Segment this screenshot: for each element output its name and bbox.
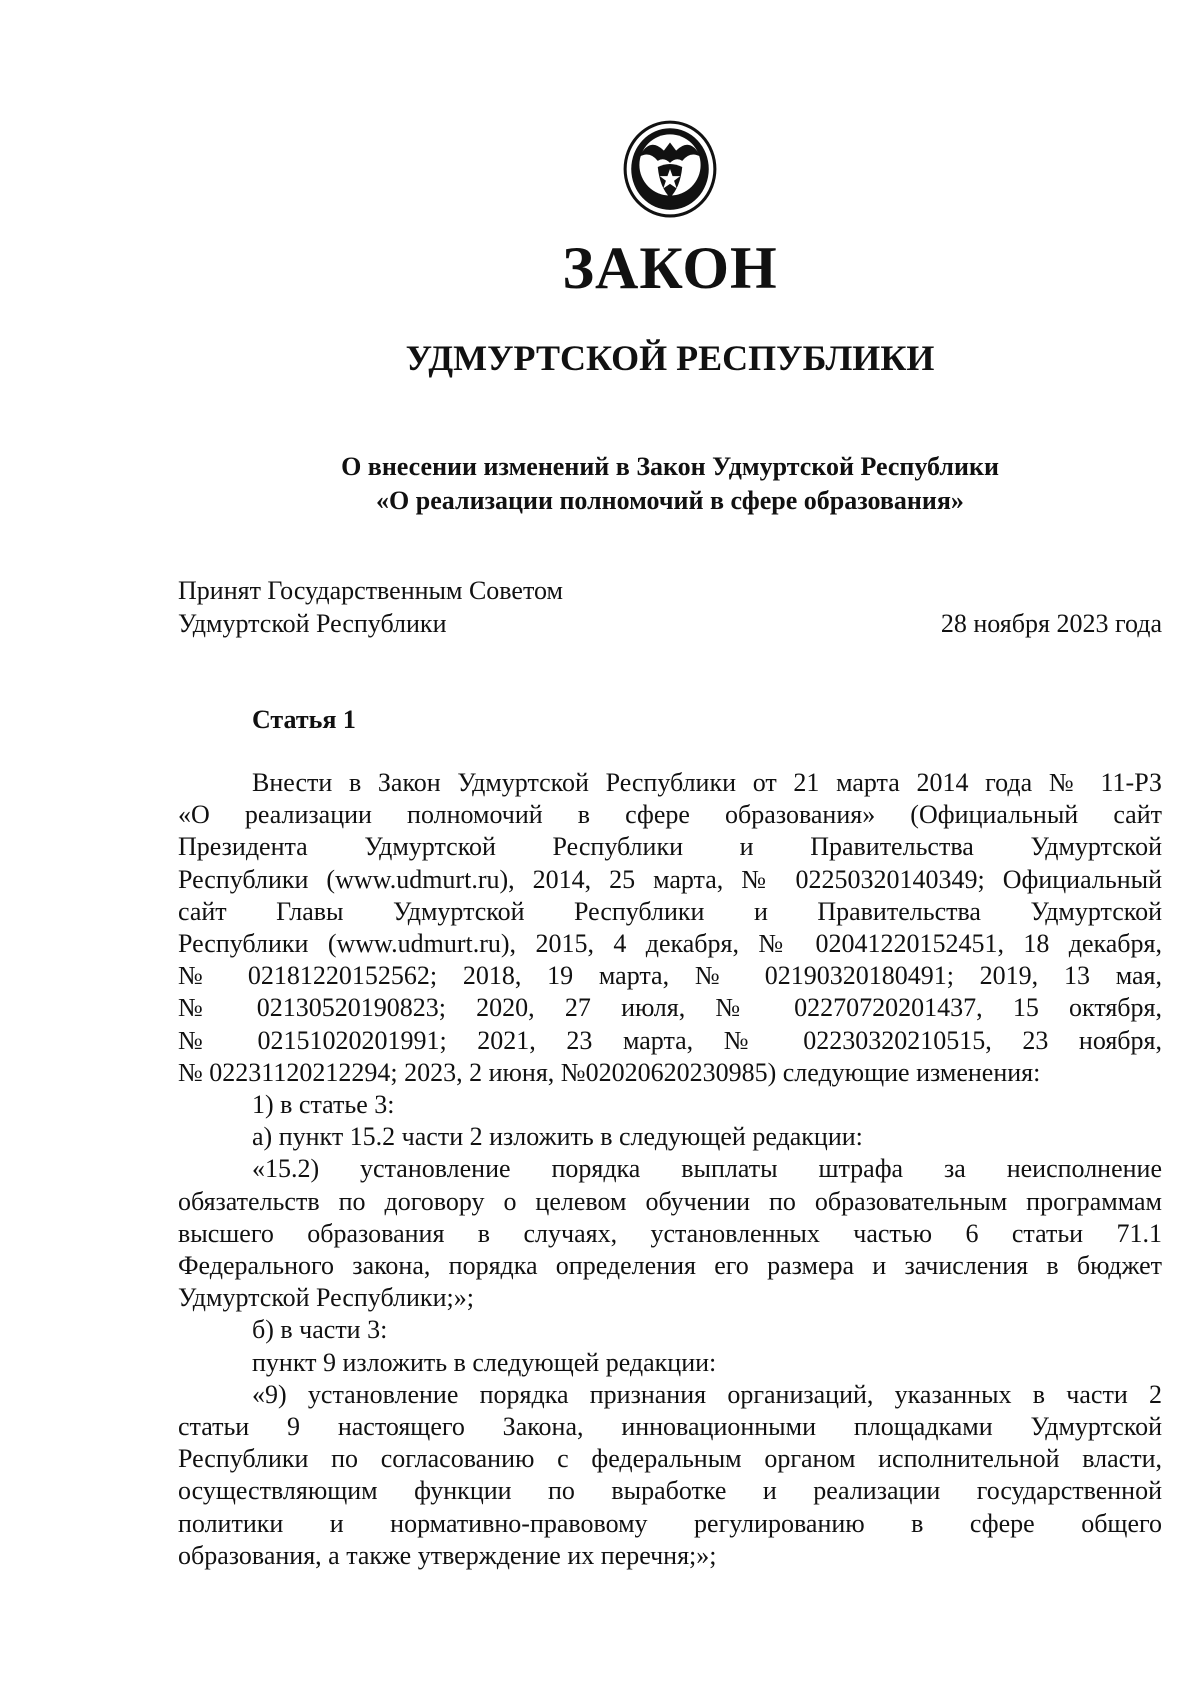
- quote-line: обязательств по договору о целевом обучении по образовательным программам: [178, 1186, 1162, 1216]
- adoption-line: Удмуртской Республики: [178, 609, 447, 638]
- adoption-line: Принят Государственным Советом: [178, 576, 563, 605]
- quote-line: образования, а также утверждение их перечня;»;: [178, 1540, 717, 1570]
- udmurt-coat-of-arms-icon: [619, 116, 721, 218]
- list-item: а) пункт 15.2 части 2 изложить в следующей редакции:: [252, 1122, 863, 1152]
- quote-line: осуществляющим функции по выработке и реализации государственной: [178, 1476, 1162, 1506]
- text-line: № 02151020201991; 2021, 23 марта, № 02230320210515, 23 ноября,: [178, 1025, 1162, 1055]
- article-title: Статья 1: [252, 705, 356, 734]
- text-line: «О реализации полномочий в сфере образования» (Официальный сайт: [178, 800, 1162, 830]
- document-title: ЗАКОН: [562, 235, 778, 301]
- law-heading: [0, 450, 1200, 518]
- heading-line: О внесении изменений в Закон Удмуртской Республики: [341, 452, 999, 481]
- list-item: 1) в статье 3:: [252, 1090, 395, 1120]
- quote-line: «15.2) установление порядка выплаты штрафа за неисполнение: [252, 1154, 1162, 1184]
- article-body: [178, 767, 1162, 1572]
- text-line: Республики (www.udmurt.ru), 2014, 25 марта, № 02250320140349; Официальный: [178, 864, 1162, 894]
- text-line: Республики (www.udmurt.ru), 2015, 4 декабря, № 02041220152451, 18 декабря,: [178, 929, 1162, 959]
- text-line: № 02231120212294; 2023, 2 июня, №02020620230985) следующие изменения:: [178, 1057, 1041, 1087]
- quote-line: политики и нормативно-правовому регулированию в сфере общего: [178, 1508, 1162, 1538]
- text-line: Внести в Закон Удмуртской Республики от 21 марта 2014 года № 11-РЗ: [252, 768, 1162, 797]
- text-line: сайт Главы Удмуртской Республики и Правительства Удмуртской: [178, 896, 1162, 926]
- adoption-date: 28 ноября 2023 года: [940, 609, 1162, 638]
- quote-line: высшего образования в случаях, установленных частью 6 статьи 71.1: [178, 1218, 1162, 1248]
- document-subtitle: УДМУРТСКОЙ РЕСПУБЛИКИ: [405, 338, 935, 378]
- quote-line: Республики по согласованию с федеральным органом исполнительной власти,: [178, 1444, 1162, 1474]
- quote-line: «9) установление порядка признания организаций, указанных в части 2: [252, 1379, 1162, 1409]
- text-line: Президента Удмуртской Республики и Правительства Удмуртской: [178, 832, 1162, 862]
- adoption-block: [178, 574, 563, 640]
- heading-line: «О реализации полномочий в сфере образования»: [376, 486, 964, 515]
- quote-line: Федерального закона, порядка определения его размера и зачисления в бюджет: [178, 1251, 1162, 1281]
- quote-line: статьи 9 настоящего Закона, инновационными площадками Удмуртской: [178, 1412, 1162, 1442]
- list-item: пункт 9 изложить в следующей редакции:: [252, 1347, 717, 1377]
- quote-line: Удмуртской Республики;»;: [178, 1283, 474, 1313]
- text-line: № 02181220152562; 2018, 19 марта, № 02190320180491; 2019, 13 мая,: [178, 961, 1162, 991]
- text-line: № 02130520190823; 2020, 27 июля, № 02270720201437, 15 октября,: [178, 993, 1162, 1023]
- list-item: б) в части 3:: [252, 1315, 388, 1345]
